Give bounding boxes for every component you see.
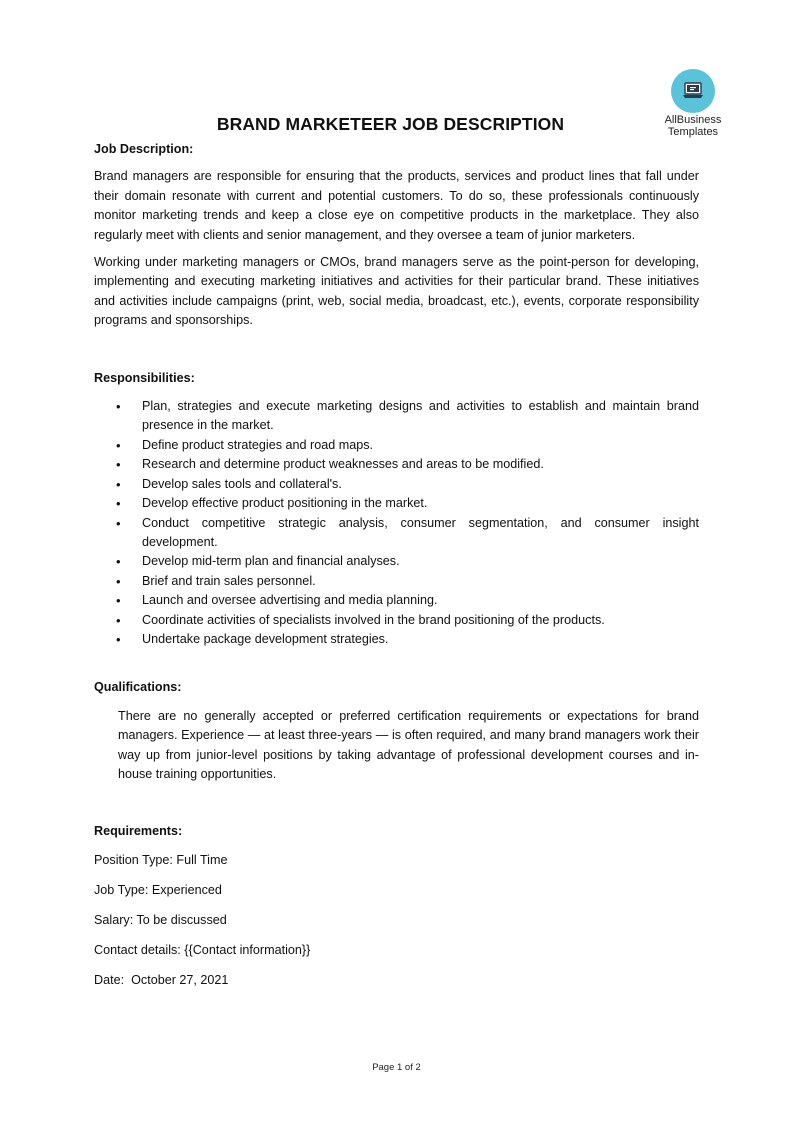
bullet-icon: •: [116, 593, 121, 609]
list-item: [94, 436, 699, 455]
logo-line-1: AllBusiness: [664, 114, 722, 126]
laptop-icon: [682, 82, 704, 100]
bullet-icon: •: [116, 496, 121, 512]
bullet-icon: •: [116, 457, 121, 473]
list-item-text: Coordinate activities of specialists involved in the brand positioning of the products.: [142, 612, 605, 627]
bullet-icon: •: [116, 573, 121, 589]
responsibilities-heading: Responsibilities:: [94, 370, 195, 385]
list-item-text: Undertake package development strategies.: [142, 631, 389, 646]
list-item: [94, 455, 699, 474]
page-number: Page 1 of 2: [372, 1062, 421, 1073]
job-description-paragraph-1: Brand managers are responsible for ensuring that the products, services and product lines that fall under their domain resonate with current and potential customers. To do so, these professionals continuously monitor marketing trends and keep a close eye on competitive products in the marketplace. They also regularly meet with clients and senior management, and they oversee a team of junior marketers.: [94, 169, 699, 242]
list-item: [94, 611, 699, 630]
list-item: [94, 514, 699, 553]
list-item-text: Conduct competitive strategic analysis, consumer segmentation, and consumer insight development.: [142, 515, 699, 549]
job-description-heading: Job Description:: [94, 142, 194, 156]
list-item-text: Develop sales tools and collateral's.: [142, 476, 342, 491]
list-item: [94, 494, 699, 513]
date: Date: October 27, 2021: [94, 972, 229, 987]
position-type: Position Type: Full Time: [94, 852, 228, 867]
qualifications-heading: Qualifications:: [94, 680, 182, 695]
contact-details: Contact details: {{Contact information}}: [94, 942, 311, 957]
logo-line-2: Templates: [667, 126, 719, 138]
bullet-icon: •: [116, 554, 121, 570]
bullet-icon: •: [116, 631, 121, 647]
list-item: [94, 397, 699, 436]
list-item: [94, 591, 699, 610]
job-type: Job Type: Experienced: [94, 882, 222, 897]
bullet-icon: •: [116, 612, 121, 628]
requirements-list: [94, 851, 699, 990]
job-description-paragraph-2: Working under marketing managers or CMOs, brand managers serve as the point-person for developing, implementing and executing marketing initiatives and activities for their particular brand. These initiatives and activities include campaigns (print, web, social media, broadcast, etc.), events, corporate responsibility programs and sponsorships.: [94, 255, 699, 328]
bullet-icon: •: [116, 399, 121, 415]
list-item-text: Launch and oversee advertising and media planning.: [142, 593, 438, 608]
requirements-heading: Requirements:: [94, 824, 183, 839]
list-item-text: Define product strategies and road maps.: [142, 437, 374, 452]
bullet-icon: •: [116, 437, 121, 453]
list-item-text: Brief and train sales personnel.: [142, 573, 316, 588]
responsibilities-list: [94, 397, 699, 649]
list-item: [94, 630, 699, 649]
list-item: [94, 552, 699, 571]
salary: Salary: To be discussed: [94, 912, 227, 927]
list-item-text: Develop mid-term plan and financial analyses.: [142, 554, 400, 569]
logo-circle: [671, 69, 715, 113]
page-title: BRAND MARKETEER JOB DESCRIPTION: [216, 114, 565, 134]
bullet-icon: •: [116, 515, 121, 531]
list-item-text: Research and determine product weaknesses and areas to be modified.: [142, 457, 544, 472]
document-body: [94, 140, 699, 990]
qualifications-paragraph: There are no generally accepted or preferred certification requirements or expectations for brand managers. Experience — at least three-years — is often required, and many brand managers work their way up from junior-level positions by taking advantage of professional development courses and in-house training opportunities.: [118, 708, 699, 781]
bullet-icon: •: [116, 476, 121, 492]
list-item: [94, 572, 699, 591]
list-item-text: Develop effective product positioning in the market.: [142, 496, 428, 511]
list-item-text: Plan, strategies and execute marketing designs and activities to establish and maintain brand presence in the market.: [142, 399, 699, 433]
list-item: [94, 475, 699, 494]
